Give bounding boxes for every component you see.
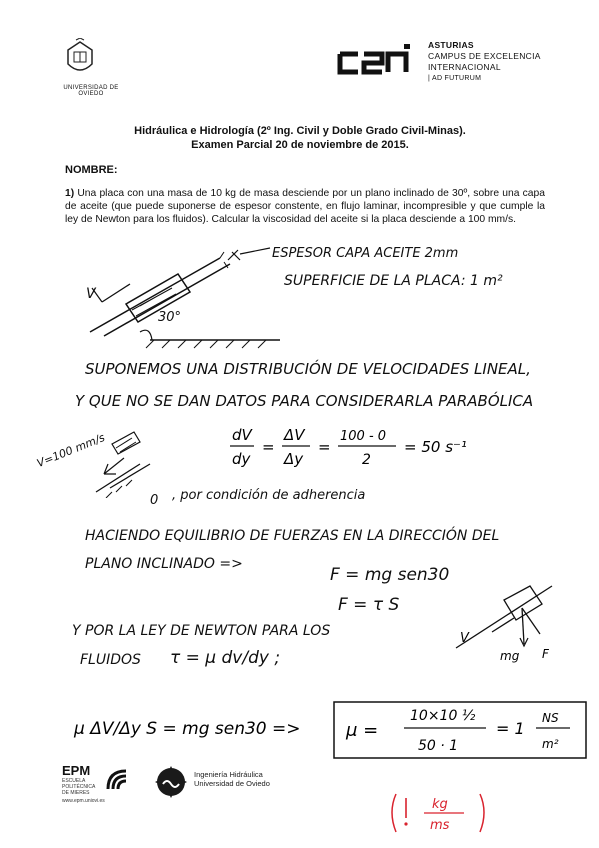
hw-superficie-note: SUPERFICIE DE LA PLACA: 1 m² [284, 273, 503, 289]
hw-fluidos-label: FLUIDOS [80, 652, 141, 668]
hw-haciendo-line1: HACIENDO EQUILIBRIO DE FUERZAS EN LA DIRECCIÓN DEL [85, 528, 500, 544]
hw-velocity-label: V [86, 286, 96, 302]
hw-haciendo-line2: PLANO INCLINADO => [85, 556, 243, 572]
epm-name: EPM [62, 763, 91, 778]
exam-title [60, 124, 540, 152]
hw-velocity-value: V=100 mm/s [35, 430, 107, 471]
ih-line1: Ingeniería Hidráulica [194, 770, 263, 779]
university-crest-icon [60, 38, 100, 78]
units-note-num: kg [432, 797, 448, 812]
grad-rhs-num: 100 - 0 [340, 429, 387, 444]
ih-line2: Universidad de Oviedo [194, 779, 270, 788]
grad-mid-num: ΔV [284, 426, 305, 444]
epm-signal-icon [106, 769, 128, 791]
hw-suponemos-line2: Y QUE NO SE DAN DATOS PARA CONSIDERARLA PARABÓLICA [75, 392, 534, 410]
problem-text: Una placa con una masa de 10 kg de masa desciende por un plano inclinado de 30º, sobre una capa de aceite (que puede suponerse de espesor constente, en flujo laminar, incompresible y que cumple la ley de Newton para los fluidos). Calcular la viscosidad del aceite si la placa desciende a 100 mm/s. [65, 188, 545, 225]
university-name: UNIVERSIDAD DE OVIEDO [63, 85, 119, 97]
grad-mid-den: Δy [284, 450, 304, 468]
ingenieria-hidraulica-logo-icon [153, 764, 189, 800]
hw-red-units-note [388, 790, 488, 836]
hw-suponemos-line1: SUPONEMOS UNA DISTRIBUCIÓN DE VELOCIDADES LINEAL, [85, 360, 531, 378]
final-lhs: μ ΔV/Δy S = mg sen30 => [74, 719, 301, 739]
name-label: NOMBRE: [65, 164, 118, 176]
grad-rhs-den: 2 [362, 452, 371, 468]
hw-zero-label: 0 [150, 493, 159, 508]
grad-lhs-den: dy [232, 450, 251, 468]
inclined-plane-diagram [80, 240, 280, 350]
force-diagram [452, 578, 562, 668]
final-unit-den: m² [542, 737, 559, 751]
final-denominator: 50 · 1 [418, 738, 459, 754]
hw-force-equation-2: F = τ S [338, 595, 400, 615]
final-mu: μ = [346, 720, 379, 741]
campus-line-internacional: INTERNACIONAL [428, 62, 501, 72]
campus-excelencia-text [428, 40, 541, 84]
campus-line-campus: CAMPUS DE EXCELENCIA [428, 51, 541, 61]
hw-ley-line: Y POR LA LEY DE NEWTON PARA LOS [72, 623, 331, 639]
exam-title-line2: Examen Parcial 20 de noviembre de 2015. [191, 139, 409, 151]
hw-tau-equation: τ = μ dv/dy ; [170, 648, 281, 668]
campus-line-adfuturum: | AD FUTURUM [428, 75, 482, 82]
hw-velocity-gradient-equation [226, 424, 526, 470]
final-numerator: 10×10 ½ [410, 708, 476, 724]
final-unit-num: NS [542, 711, 559, 725]
hw-angle-label: 30° [158, 310, 182, 325]
hw-espesor-note: ESPESOR CAPA ACEITE 2mm [272, 246, 459, 261]
final-result: = 1 [496, 719, 525, 738]
svg-text:=: = [318, 438, 331, 456]
exam-title-line1: Hidráulica e Hidrología (2º Ing. Civil y Doble Grado Civil-Minas). [134, 125, 466, 137]
hw-adherencia-note: , por condición de adherencia [172, 488, 366, 503]
units-note-den: ms [430, 818, 450, 833]
diagram-force-label: F [542, 647, 549, 661]
university-logo [60, 38, 122, 97]
svg-text:=: = [262, 438, 275, 456]
diagram-weight-label: mg [500, 649, 520, 663]
problem-statement [65, 187, 545, 226]
epm-subtitle: ESCUELA POLITÉCNICA DE MIERES [62, 778, 96, 796]
campus-line-asturias: ASTURIAS [428, 40, 474, 50]
epm-url: www.epm.uniovi.es [62, 798, 105, 804]
epm-logo [62, 763, 142, 804]
hw-final-equation [70, 700, 590, 760]
problem-number: 1) [65, 188, 75, 199]
grad-lhs-num: dV [232, 426, 252, 444]
diagram-velocity-label: V [460, 631, 469, 646]
grad-result: = 50 s⁻¹ [404, 438, 467, 456]
hw-force-equation-1: F = mg sen30 [330, 565, 450, 585]
ingenieria-hidraulica-text [194, 770, 270, 788]
